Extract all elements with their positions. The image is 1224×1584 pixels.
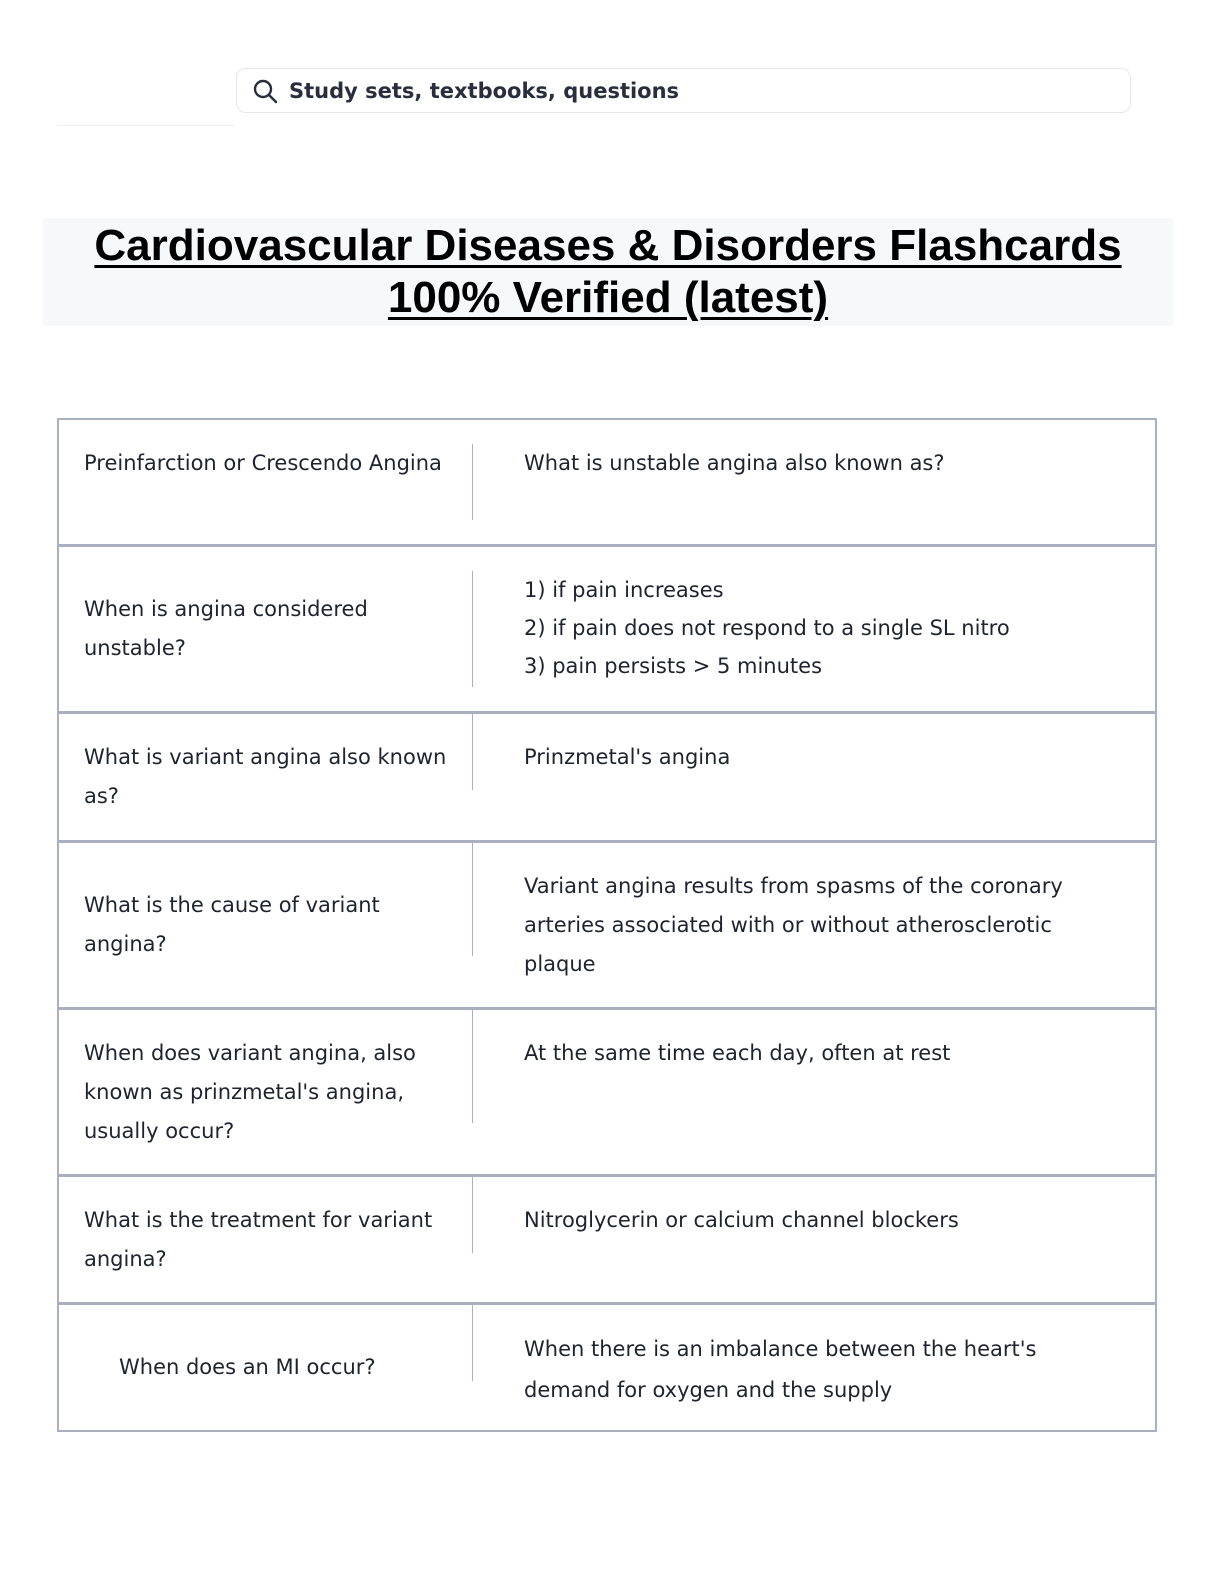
flashcard-row [59, 843, 1155, 1010]
term-text: What is variant angina also known as? [84, 745, 447, 808]
flashcard-term [59, 714, 474, 840]
definition-line: 3) pain persists > 5 minutes [524, 654, 823, 678]
term-text: What is the treatment for variant angina? [84, 1208, 433, 1271]
flashcard-definition [474, 1010, 1155, 1174]
title-block [43, 218, 1173, 326]
flashcard-definition [474, 1177, 1155, 1302]
definition-line: 2) if pain does not respond to a single SL nitro [524, 616, 1010, 640]
title-line-1: Cardiovascular Diseases & Disorders Flashcards [94, 221, 1122, 270]
flashcard-row [59, 1305, 1155, 1430]
flashcard-definition [474, 547, 1155, 711]
search-icon [251, 77, 279, 105]
flashcard-definition [474, 843, 1155, 1007]
header-divider [57, 125, 235, 126]
flashcard-term [59, 843, 474, 1007]
column-divider [472, 571, 473, 687]
term-text: When does an MI occur? [119, 1355, 376, 1379]
definition-line: When there is an imbalance between the heart's demand for oxygen and the supply [524, 1337, 1037, 1402]
flashcard-table [57, 418, 1157, 1432]
term-text: When does variant angina, also known as prinzmetal's angina, usually occur? [84, 1041, 416, 1143]
column-divider [472, 1010, 473, 1123]
column-divider [472, 843, 473, 956]
column-divider [472, 1177, 473, 1253]
definition-line: Nitroglycerin or calcium channel blockers [524, 1208, 959, 1232]
definition-line: Prinzmetal's angina [524, 745, 731, 769]
flashcard-term [59, 547, 474, 711]
flashcard-definition [474, 420, 1155, 544]
flashcard-term [59, 420, 474, 544]
document-title [58, 220, 1158, 324]
flashcard-row [59, 1177, 1155, 1305]
definition-line: 1) if pain increases [524, 578, 724, 602]
column-divider [472, 444, 473, 520]
term-text: Preinfarction or Crescendo Angina [84, 451, 442, 475]
flashcard-definition [474, 1305, 1155, 1430]
flashcard-definition [474, 714, 1155, 840]
column-divider [472, 714, 473, 790]
flashcard-row [59, 714, 1155, 843]
column-divider [472, 1305, 473, 1381]
term-text: When is angina considered unstable? [84, 597, 368, 660]
definition-line: Variant angina results from spasms of the coronary arteries associated with or without atherosclerotic plaque [524, 874, 1063, 976]
title-line-2: 100% Verified (latest) [387, 273, 829, 322]
search-bar[interactable] [236, 68, 1131, 113]
definition-line: What is unstable angina also known as? [524, 451, 945, 475]
flashcard-row [59, 547, 1155, 714]
search-input[interactable] [289, 79, 1069, 103]
flashcard-term [59, 1177, 474, 1302]
definition-line: At the same time each day, often at rest [524, 1041, 951, 1065]
flashcard-row [59, 420, 1155, 547]
term-text: What is the cause of variant angina? [84, 893, 380, 956]
flashcard-term [59, 1010, 474, 1174]
flashcard-term [59, 1305, 474, 1430]
flashcard-row [59, 1010, 1155, 1177]
